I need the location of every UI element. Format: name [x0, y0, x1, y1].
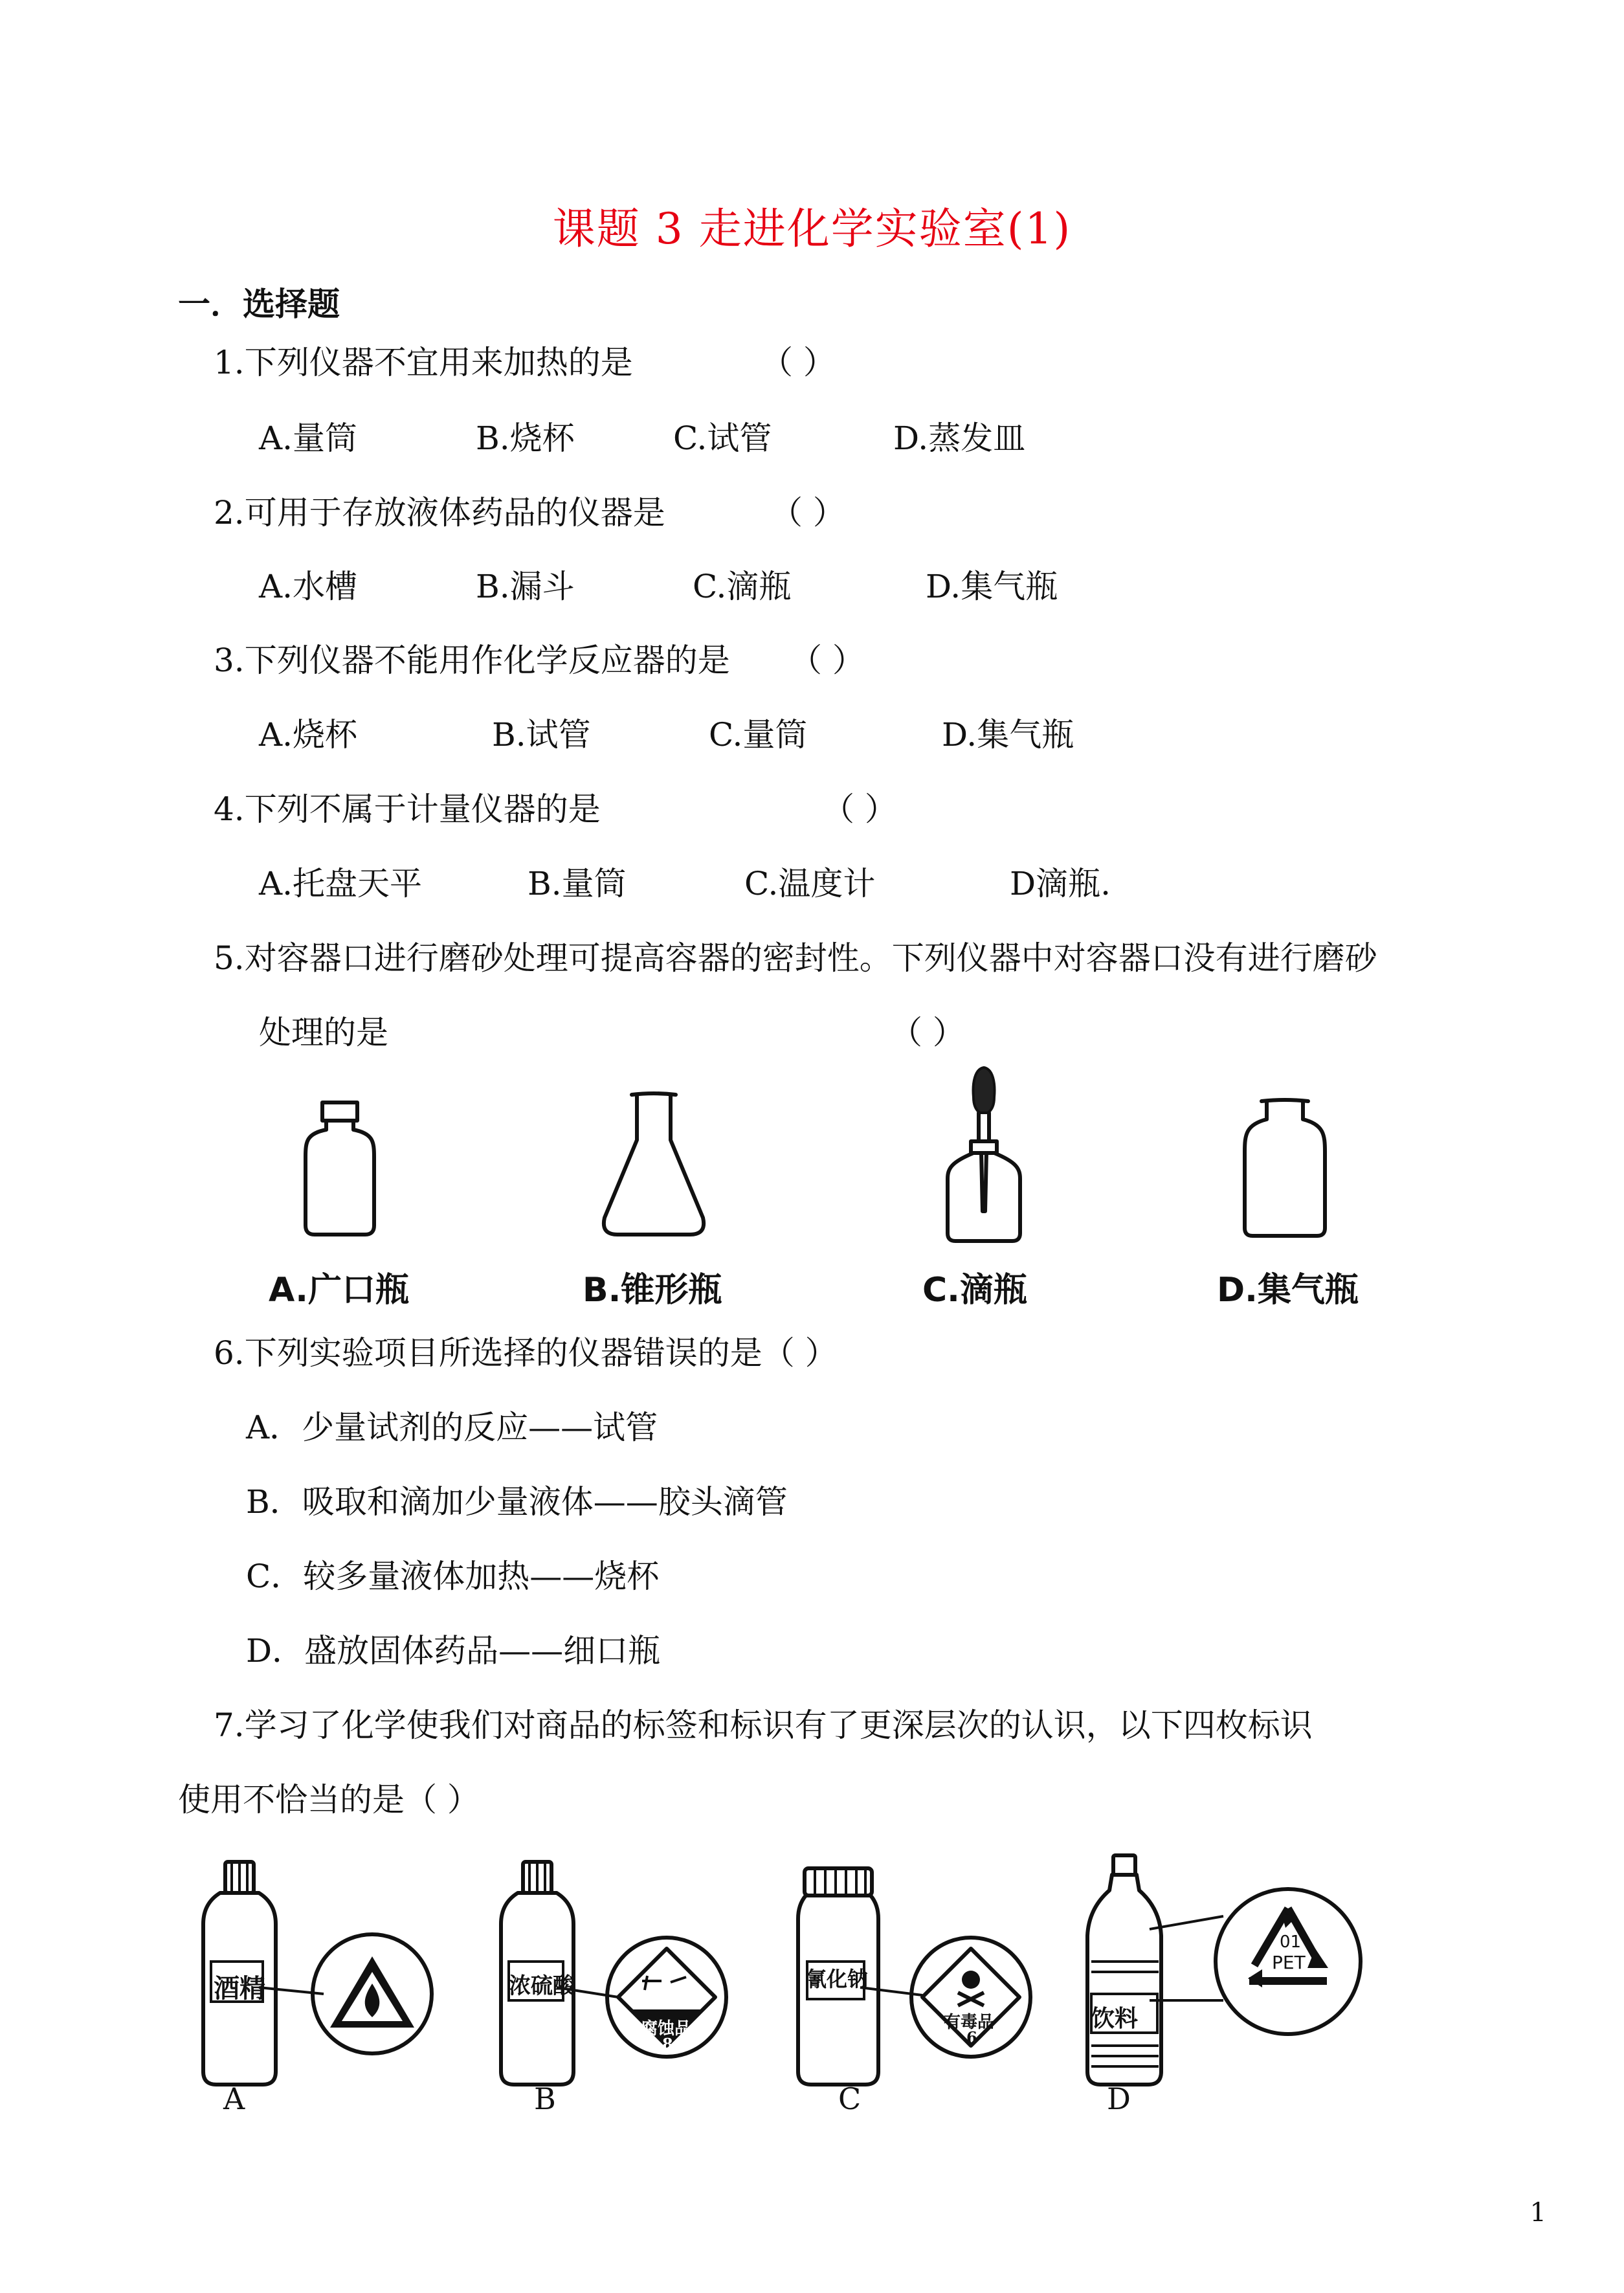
- figure-caption-a: A.广口瓶: [269, 1271, 409, 1310]
- question-5-stem-line2: 处理的是: [259, 1014, 388, 1051]
- question-7-stem-line2: 使用不恰当的是（ ）: [178, 1781, 480, 1818]
- question-4-stem: 4.下列不属于计量仪器的是: [214, 790, 601, 828]
- question-6-stem: 6.下列实验项目所选择的仪器错误的是（ ）: [214, 1334, 838, 1372]
- question-3-option-b: B.试管: [492, 716, 591, 754]
- question-2-option-a: A.水槽: [259, 568, 358, 605]
- question-3-bracket: （ ）: [790, 642, 865, 679]
- question-3-option-d: D.集气瓶: [942, 716, 1074, 754]
- question-5-stem-line1: 5.对容器口进行磨砂处理可提高容器的密封性。下列仪器中对容器口没有进行磨砂: [214, 939, 1377, 977]
- bottle-label-sodium-cyanide: 氰化钠: [806, 1967, 869, 1991]
- bottle-label-drink: 饮料: [1091, 2005, 1139, 2032]
- question-1-option-d: D.蒸发皿: [893, 419, 1026, 457]
- section-heading: 一．选择题: [178, 285, 340, 323]
- figure-caption-b: B.锥形瓶: [583, 1271, 722, 1310]
- figure-caption-d: D.集气瓶: [1217, 1271, 1359, 1310]
- question-5-bracket: （ ）: [890, 1014, 965, 1051]
- figure-letter-b: B: [534, 2081, 556, 2116]
- question-3-option-c: C.量筒: [709, 716, 808, 754]
- question-2-stem: 2.可用于存放液体药品的仪器是: [214, 494, 665, 531]
- question-2-option-d: D.集气瓶: [926, 568, 1058, 605]
- question-1-bracket: （ ）: [761, 344, 836, 381]
- question-1-option-b: B.烧杯: [476, 419, 575, 457]
- gas-collecting-bottle-figure: [1240, 1097, 1330, 1243]
- figure-letter-d: D: [1107, 2081, 1131, 2116]
- page-number: 1: [1529, 2198, 1546, 2228]
- question-6-option-d: D．盛放固体药品——细口瓶: [246, 1632, 661, 1670]
- question-3-stem: 3.下列仪器不能用作化学反应器的是: [214, 642, 730, 679]
- question-4-option-d: D滴瓶.: [1010, 865, 1111, 902]
- question-7-stem-line1: 7.学习了化学使我们对商品的标签和标识有了更深层次的认识，以下四枚标识: [214, 1706, 1313, 1744]
- figure-caption-c: C.滴瓶: [922, 1271, 1027, 1310]
- figure-letter-c: C: [838, 2081, 862, 2116]
- bottle-label-alcohol: 酒精: [214, 1973, 265, 2004]
- question-2-option-c: C.滴瓶: [693, 568, 792, 605]
- question-1-option-c: C.试管: [673, 419, 772, 457]
- question-1-stem: 1.下列仪器不宜用来加热的是: [214, 344, 633, 381]
- question-4-option-a: A.托盘天平: [259, 865, 423, 902]
- figure-letter-a: A: [223, 2081, 245, 2116]
- bottle-label-sulfuric-acid: 浓硫酸: [509, 1973, 575, 1999]
- question-4-option-b: B.量筒: [528, 865, 627, 902]
- toxic-sign-class: 6: [966, 2028, 977, 2047]
- dropper-bottle-figure: [939, 1065, 1029, 1249]
- question-2-option-b: B.漏斗: [476, 568, 575, 605]
- recycling-sign-number: 01: [1280, 1932, 1302, 1952]
- question-6-option-c: C．较多量液体加热——烧杯: [246, 1558, 660, 1595]
- toxic-sign-text: 有毒品: [944, 2013, 995, 2032]
- corrosive-sign-class: 8: [662, 2035, 673, 2053]
- corrosive-sign-text: 腐蚀品: [641, 2019, 692, 2039]
- question-2-bracket: （ ）: [770, 494, 845, 531]
- drink-bottle-figure: [1087, 1851, 1392, 2097]
- conical-flask-figure: [595, 1091, 712, 1246]
- question-1-option-a: A.量筒: [259, 419, 358, 457]
- recycling-sign-code: PET: [1272, 1952, 1306, 1973]
- question-3-option-a: A.烧杯: [259, 716, 358, 754]
- question-6-option-b: B．吸取和滴加少量液体——胶头滴管: [246, 1483, 788, 1521]
- page-title: 课题 3 走进化学实验室(1): [552, 204, 1072, 254]
- question-6-option-a: A．少量试剂的反应——试管: [246, 1409, 658, 1446]
- wide-mouth-bottle-figure: [298, 1097, 382, 1240]
- question-4-option-c: C.温度计: [744, 865, 876, 902]
- question-4-bracket: （ ）: [822, 790, 897, 828]
